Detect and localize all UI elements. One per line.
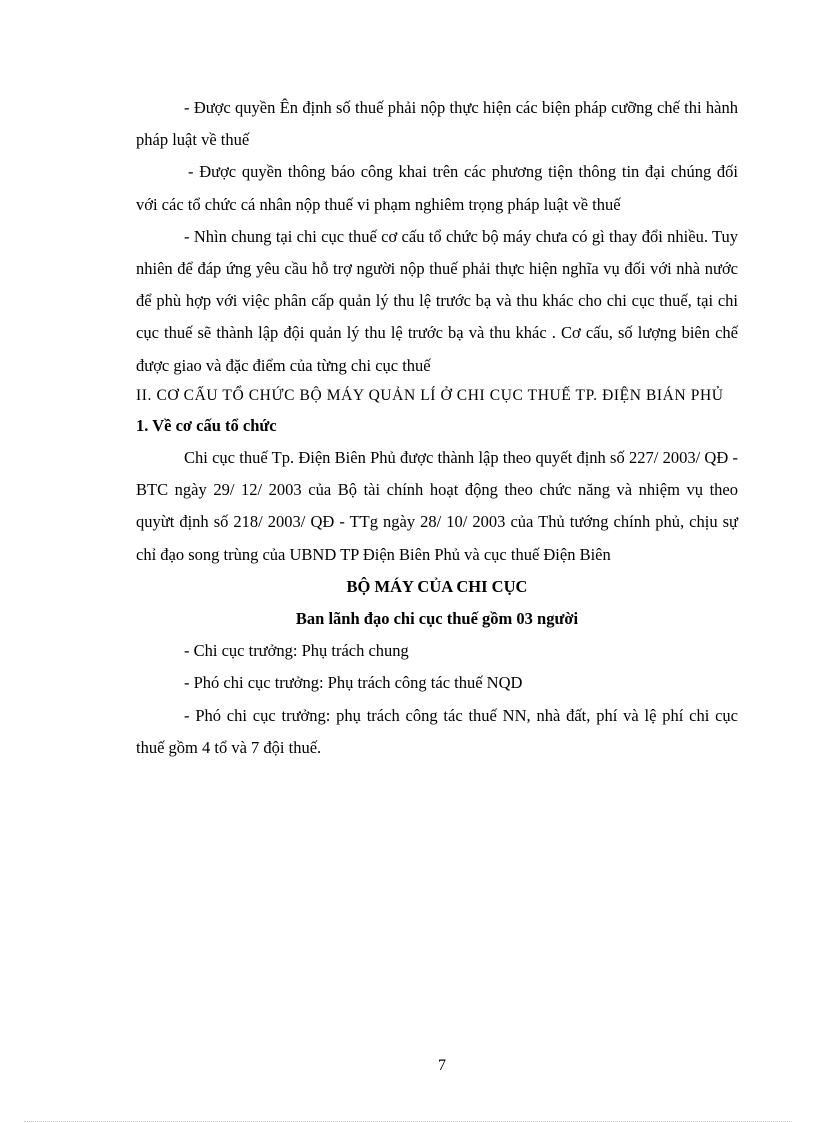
footer-dotted-rule <box>24 1121 792 1122</box>
paragraph-establishment: Chi cục thuế Tp. Điện Biên Phủ được thành lập theo quyết định số 227/ 2003/ QĐ - BTC ngày 29/ 12/ 2003 của Bộ tài chính hoạt động theo chức năng và nhiệm vụ theo quyừt định số 218/ 2003/ QĐ - TTg ngày 28/ 10/ 2003 của Thủ tướng chính phủ, chịu sự chỉ đạo song trùng của UBND TP Điện Biên Phủ và cục thuế Điện Biên <box>136 448 738 564</box>
center-title: BỘ MÁY CỦA CHI CỤC <box>346 576 528 596</box>
paragraph-enforcement-right: - Được quyền Ên định số thuế phải nộp thực hiện các biện pháp cưỡng chế thi hành pháp luật về thuế <box>136 98 738 150</box>
leadership-item-deputy-nn: - Phó chi cục trưởng: phụ trách công tác thuế NN, nhà đất, phí và lệ phí chi cục thuế gồm 4 tổ và 7 đội thuế. <box>136 705 738 757</box>
paragraph-organization-overview: - Nhìn chung tại chi cục thuế cơ cấu tổ chức bộ máy chưa có gì thay đổi nhiều. Tuy nhiên để đáp ứng yêu cầu hỗ trợ người nộp thuế phải thực hiện nghĩa vụ đối với nhà nước để phù hợp với việc phân cấp quản lý thu lệ trước bạ và thu khác cho chi cục thuế, tại chi cục thuế sẽ thành lập đội quản lý thu lệ trước bạ và thu khác . Cơ cấu, số lượng biên chế được giao và đặc điểm của từng chi cục thuế <box>136 226 738 375</box>
document-page <box>136 92 738 764</box>
section-heading: II. CƠ CẤU TỔ CHỨC BỘ MÁY QUẢN LÍ Ở CHI CỤC THUẾ TP. ĐIỆN BIÁN PHỦ <box>136 386 724 404</box>
leadership-item-deputy-nqd: - Phó chi cục trưởng: Phụ trách công tác thuế NQD <box>184 673 523 693</box>
subsection-heading: 1. Về cơ cấu tổ chức <box>136 415 277 435</box>
paragraph-public-notice-right: - Được quyền thông báo công khai trên các phương tiện thông tin đại chúng đối với các tổ chức cá nhân nộp thuế vi phạm nghiêm trọng pháp luật về thuế <box>136 162 738 214</box>
leadership-item-head: - Chi cục trưởng: Phụ trách chung <box>184 641 409 661</box>
page-number: 7 <box>438 1057 446 1074</box>
center-subtitle: Ban lãnh đạo chi cục thuế gồm 03 người <box>295 609 579 629</box>
